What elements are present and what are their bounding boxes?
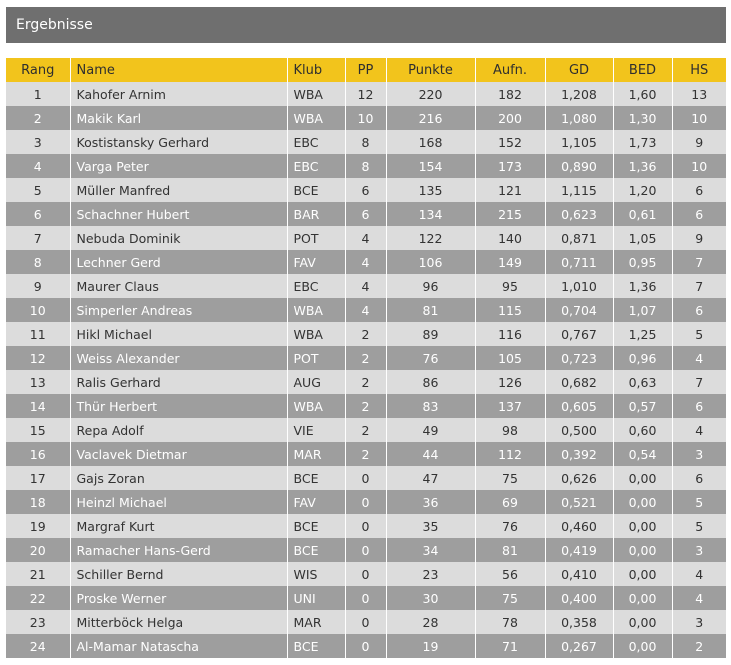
- cell-rang: 15: [6, 418, 70, 442]
- column-header-pp[interactable]: PP: [345, 58, 386, 82]
- table-row: [6, 250, 726, 274]
- cell-aufn: 173: [475, 154, 545, 178]
- cell-bed: 0,95: [613, 250, 672, 274]
- cell-gd: 0,419: [545, 538, 613, 562]
- table-row: [6, 346, 726, 370]
- cell-hs: 9: [672, 130, 726, 154]
- table-row: [6, 418, 726, 442]
- cell-bed: 1,20: [613, 178, 672, 202]
- table-row: [6, 154, 726, 178]
- cell-pp: 8: [345, 154, 386, 178]
- cell-bed: 0,61: [613, 202, 672, 226]
- cell-rang: 16: [6, 442, 70, 466]
- column-header-aufn[interactable]: Aufn.: [475, 58, 545, 82]
- table-row: [6, 634, 726, 658]
- table-row: [6, 370, 726, 394]
- cell-pp: 2: [345, 418, 386, 442]
- cell-name: Vaclavek Dietmar: [70, 442, 287, 466]
- cell-rang: 8: [6, 250, 70, 274]
- cell-rang: 7: [6, 226, 70, 250]
- cell-klub: BCE: [287, 466, 345, 490]
- cell-bed: 1,36: [613, 154, 672, 178]
- cell-punkte: 49: [386, 418, 475, 442]
- table-row: [6, 442, 726, 466]
- cell-hs: 4: [672, 562, 726, 586]
- cell-punkte: 135: [386, 178, 475, 202]
- cell-gd: 1,105: [545, 130, 613, 154]
- cell-rang: 4: [6, 154, 70, 178]
- cell-punkte: 23: [386, 562, 475, 586]
- cell-name: Schachner Hubert: [70, 202, 287, 226]
- cell-klub: EBC: [287, 130, 345, 154]
- cell-aufn: 105: [475, 346, 545, 370]
- cell-hs: 4: [672, 418, 726, 442]
- cell-name: Simperler Andreas: [70, 298, 287, 322]
- cell-pp: 8: [345, 130, 386, 154]
- results-table: [6, 58, 726, 658]
- cell-name: Mitterböck Helga: [70, 610, 287, 634]
- cell-aufn: 182: [475, 82, 545, 106]
- cell-klub: UNI: [287, 586, 345, 610]
- cell-punkte: 220: [386, 82, 475, 106]
- cell-rang: 18: [6, 490, 70, 514]
- cell-klub: WIS: [287, 562, 345, 586]
- cell-name: Heinzl Michael: [70, 490, 287, 514]
- cell-punkte: 28: [386, 610, 475, 634]
- cell-hs: 7: [672, 370, 726, 394]
- cell-rang: 24: [6, 634, 70, 658]
- table-row: [6, 490, 726, 514]
- cell-aufn: 56: [475, 562, 545, 586]
- cell-aufn: 200: [475, 106, 545, 130]
- cell-klub: POT: [287, 346, 345, 370]
- cell-hs: 3: [672, 442, 726, 466]
- cell-pp: 12: [345, 82, 386, 106]
- cell-name: Kahofer Arnim: [70, 82, 287, 106]
- cell-pp: 0: [345, 538, 386, 562]
- cell-bed: 0,54: [613, 442, 672, 466]
- cell-punkte: 86: [386, 370, 475, 394]
- cell-pp: 2: [345, 322, 386, 346]
- table-row: [6, 562, 726, 586]
- cell-name: Varga Peter: [70, 154, 287, 178]
- cell-hs: 4: [672, 586, 726, 610]
- column-header-klub[interactable]: Klub: [287, 58, 345, 82]
- cell-aufn: 137: [475, 394, 545, 418]
- cell-klub: WBA: [287, 106, 345, 130]
- table-row: [6, 202, 726, 226]
- column-header-hs[interactable]: HS: [672, 58, 726, 82]
- cell-klub: BAR: [287, 202, 345, 226]
- cell-klub: AUG: [287, 370, 345, 394]
- cell-rang: 6: [6, 202, 70, 226]
- cell-rang: 5: [6, 178, 70, 202]
- cell-rang: 10: [6, 298, 70, 322]
- cell-punkte: 44: [386, 442, 475, 466]
- table-row: [6, 514, 726, 538]
- cell-klub: FAV: [287, 250, 345, 274]
- column-header-rang[interactable]: Rang: [6, 58, 70, 82]
- cell-rang: 12: [6, 346, 70, 370]
- cell-bed: 0,00: [613, 466, 672, 490]
- cell-gd: 0,871: [545, 226, 613, 250]
- cell-gd: 0,392: [545, 442, 613, 466]
- cell-punkte: 19: [386, 634, 475, 658]
- cell-klub: WBA: [287, 298, 345, 322]
- cell-hs: 2: [672, 634, 726, 658]
- cell-bed: 1,25: [613, 322, 672, 346]
- cell-gd: 0,623: [545, 202, 613, 226]
- cell-name: Ralis Gerhard: [70, 370, 287, 394]
- page-title: Ergebnisse: [16, 17, 93, 33]
- cell-rang: 11: [6, 322, 70, 346]
- table-row: [6, 394, 726, 418]
- column-header-bed[interactable]: BED: [613, 58, 672, 82]
- cell-gd: 0,500: [545, 418, 613, 442]
- cell-hs: 6: [672, 466, 726, 490]
- cell-klub: BCE: [287, 634, 345, 658]
- table-row: [6, 538, 726, 562]
- cell-hs: 5: [672, 490, 726, 514]
- cell-gd: 0,626: [545, 466, 613, 490]
- cell-rang: 23: [6, 610, 70, 634]
- column-header-gd[interactable]: GD: [545, 58, 613, 82]
- table-row: [6, 466, 726, 490]
- cell-aufn: 95: [475, 274, 545, 298]
- cell-gd: 0,711: [545, 250, 613, 274]
- cell-aufn: 75: [475, 466, 545, 490]
- cell-hs: 7: [672, 250, 726, 274]
- cell-gd: 0,400: [545, 586, 613, 610]
- cell-bed: 0,00: [613, 562, 672, 586]
- cell-rang: 9: [6, 274, 70, 298]
- table-row: [6, 322, 726, 346]
- cell-pp: 2: [345, 394, 386, 418]
- cell-punkte: 134: [386, 202, 475, 226]
- cell-aufn: 69: [475, 490, 545, 514]
- table-header-row: [6, 58, 726, 82]
- cell-hs: 4: [672, 346, 726, 370]
- cell-hs: 10: [672, 106, 726, 130]
- cell-gd: 1,010: [545, 274, 613, 298]
- cell-rang: 17: [6, 466, 70, 490]
- cell-aufn: 126: [475, 370, 545, 394]
- cell-gd: 1,080: [545, 106, 613, 130]
- cell-name: Gajs Zoran: [70, 466, 287, 490]
- cell-pp: 2: [345, 442, 386, 466]
- cell-klub: BCE: [287, 178, 345, 202]
- cell-rang: 19: [6, 514, 70, 538]
- cell-hs: 3: [672, 538, 726, 562]
- cell-aufn: 98: [475, 418, 545, 442]
- cell-pp: 4: [345, 226, 386, 250]
- cell-punkte: 81: [386, 298, 475, 322]
- cell-klub: VIE: [287, 418, 345, 442]
- cell-rang: 13: [6, 370, 70, 394]
- cell-aufn: 81: [475, 538, 545, 562]
- cell-pp: 0: [345, 490, 386, 514]
- cell-name: Al-Mamar Natascha: [70, 634, 287, 658]
- cell-klub: WBA: [287, 82, 345, 106]
- cell-klub: FAV: [287, 490, 345, 514]
- cell-punkte: 168: [386, 130, 475, 154]
- cell-hs: 3: [672, 610, 726, 634]
- cell-bed: 0,57: [613, 394, 672, 418]
- cell-klub: WBA: [287, 322, 345, 346]
- cell-aufn: 75: [475, 586, 545, 610]
- cell-name: Thür Herbert: [70, 394, 287, 418]
- cell-punkte: 36: [386, 490, 475, 514]
- cell-hs: 6: [672, 202, 726, 226]
- cell-bed: 1,07: [613, 298, 672, 322]
- cell-pp: 4: [345, 298, 386, 322]
- cell-klub: EBC: [287, 154, 345, 178]
- cell-punkte: 76: [386, 346, 475, 370]
- cell-rang: 20: [6, 538, 70, 562]
- cell-hs: 5: [672, 322, 726, 346]
- cell-rang: 2: [6, 106, 70, 130]
- table-row: [6, 610, 726, 634]
- cell-klub: MAR: [287, 442, 345, 466]
- cell-klub: BCE: [287, 514, 345, 538]
- cell-name: Ramacher Hans-Gerd: [70, 538, 287, 562]
- cell-name: Proske Werner: [70, 586, 287, 610]
- cell-pp: 4: [345, 274, 386, 298]
- cell-gd: 0,410: [545, 562, 613, 586]
- cell-name: Lechner Gerd: [70, 250, 287, 274]
- cell-bed: 1,30: [613, 106, 672, 130]
- cell-rang: 1: [6, 82, 70, 106]
- cell-klub: POT: [287, 226, 345, 250]
- table-row: [6, 178, 726, 202]
- cell-klub: MAR: [287, 610, 345, 634]
- cell-gd: 1,115: [545, 178, 613, 202]
- cell-punkte: 89: [386, 322, 475, 346]
- cell-rang: 21: [6, 562, 70, 586]
- cell-hs: 13: [672, 82, 726, 106]
- cell-bed: 0,00: [613, 586, 672, 610]
- cell-aufn: 140: [475, 226, 545, 250]
- cell-klub: EBC: [287, 274, 345, 298]
- cell-rang: 22: [6, 586, 70, 610]
- cell-gd: 0,767: [545, 322, 613, 346]
- cell-aufn: 76: [475, 514, 545, 538]
- cell-aufn: 215: [475, 202, 545, 226]
- cell-bed: 1,36: [613, 274, 672, 298]
- cell-hs: 5: [672, 514, 726, 538]
- cell-gd: 0,460: [545, 514, 613, 538]
- cell-pp: 6: [345, 202, 386, 226]
- cell-hs: 6: [672, 298, 726, 322]
- cell-pp: 2: [345, 346, 386, 370]
- column-header-name[interactable]: Name: [70, 58, 287, 82]
- cell-aufn: 71: [475, 634, 545, 658]
- cell-aufn: 116: [475, 322, 545, 346]
- cell-gd: 0,605: [545, 394, 613, 418]
- table-row: [6, 586, 726, 610]
- cell-bed: 1,73: [613, 130, 672, 154]
- cell-punkte: 154: [386, 154, 475, 178]
- cell-hs: 10: [672, 154, 726, 178]
- cell-punkte: 122: [386, 226, 475, 250]
- cell-pp: 2: [345, 370, 386, 394]
- cell-bed: 1,60: [613, 82, 672, 106]
- cell-bed: 0,00: [613, 610, 672, 634]
- cell-aufn: 121: [475, 178, 545, 202]
- cell-rang: 3: [6, 130, 70, 154]
- results-body: [6, 82, 726, 658]
- cell-bed: 1,05: [613, 226, 672, 250]
- cell-klub: BCE: [287, 538, 345, 562]
- cell-name: Makik Karl: [70, 106, 287, 130]
- cell-gd: 0,890: [545, 154, 613, 178]
- cell-name: Weiss Alexander: [70, 346, 287, 370]
- cell-aufn: 115: [475, 298, 545, 322]
- cell-hs: 7: [672, 274, 726, 298]
- table-row: [6, 130, 726, 154]
- cell-punkte: 83: [386, 394, 475, 418]
- cell-punkte: 34: [386, 538, 475, 562]
- cell-bed: 0,00: [613, 634, 672, 658]
- column-header-punkte[interactable]: Punkte: [386, 58, 475, 82]
- cell-name: Hikl Michael: [70, 322, 287, 346]
- cell-klub: WBA: [287, 394, 345, 418]
- page-header: [6, 7, 726, 43]
- cell-pp: 4: [345, 250, 386, 274]
- cell-bed: 0,00: [613, 538, 672, 562]
- cell-gd: 0,267: [545, 634, 613, 658]
- cell-aufn: 78: [475, 610, 545, 634]
- cell-bed: 0,00: [613, 490, 672, 514]
- cell-bed: 0,60: [613, 418, 672, 442]
- cell-aufn: 112: [475, 442, 545, 466]
- cell-name: Maurer Claus: [70, 274, 287, 298]
- cell-pp: 0: [345, 610, 386, 634]
- cell-punkte: 96: [386, 274, 475, 298]
- cell-gd: 0,723: [545, 346, 613, 370]
- cell-gd: 0,358: [545, 610, 613, 634]
- cell-name: Margraf Kurt: [70, 514, 287, 538]
- cell-pp: 0: [345, 466, 386, 490]
- table-row: [6, 226, 726, 250]
- cell-aufn: 149: [475, 250, 545, 274]
- cell-gd: 0,704: [545, 298, 613, 322]
- cell-punkte: 35: [386, 514, 475, 538]
- table-row: [6, 298, 726, 322]
- cell-gd: 0,521: [545, 490, 613, 514]
- cell-bed: 0,96: [613, 346, 672, 370]
- cell-hs: 9: [672, 226, 726, 250]
- table-row: [6, 274, 726, 298]
- cell-pp: 0: [345, 562, 386, 586]
- cell-hs: 6: [672, 178, 726, 202]
- cell-pp: 0: [345, 514, 386, 538]
- cell-name: Schiller Bernd: [70, 562, 287, 586]
- cell-pp: 0: [345, 586, 386, 610]
- table-row: [6, 82, 726, 106]
- cell-punkte: 30: [386, 586, 475, 610]
- cell-pp: 0: [345, 634, 386, 658]
- cell-pp: 6: [345, 178, 386, 202]
- cell-hs: 6: [672, 394, 726, 418]
- cell-name: Nebuda Dominik: [70, 226, 287, 250]
- cell-bed: 0,63: [613, 370, 672, 394]
- cell-name: Repa Adolf: [70, 418, 287, 442]
- cell-name: Müller Manfred: [70, 178, 287, 202]
- cell-punkte: 106: [386, 250, 475, 274]
- cell-gd: 1,208: [545, 82, 613, 106]
- cell-bed: 0,00: [613, 514, 672, 538]
- table-row: [6, 106, 726, 130]
- cell-punkte: 47: [386, 466, 475, 490]
- cell-aufn: 152: [475, 130, 545, 154]
- cell-punkte: 216: [386, 106, 475, 130]
- cell-rang: 14: [6, 394, 70, 418]
- cell-name: Kostistansky Gerhard: [70, 130, 287, 154]
- cell-pp: 10: [345, 106, 386, 130]
- cell-gd: 0,682: [545, 370, 613, 394]
